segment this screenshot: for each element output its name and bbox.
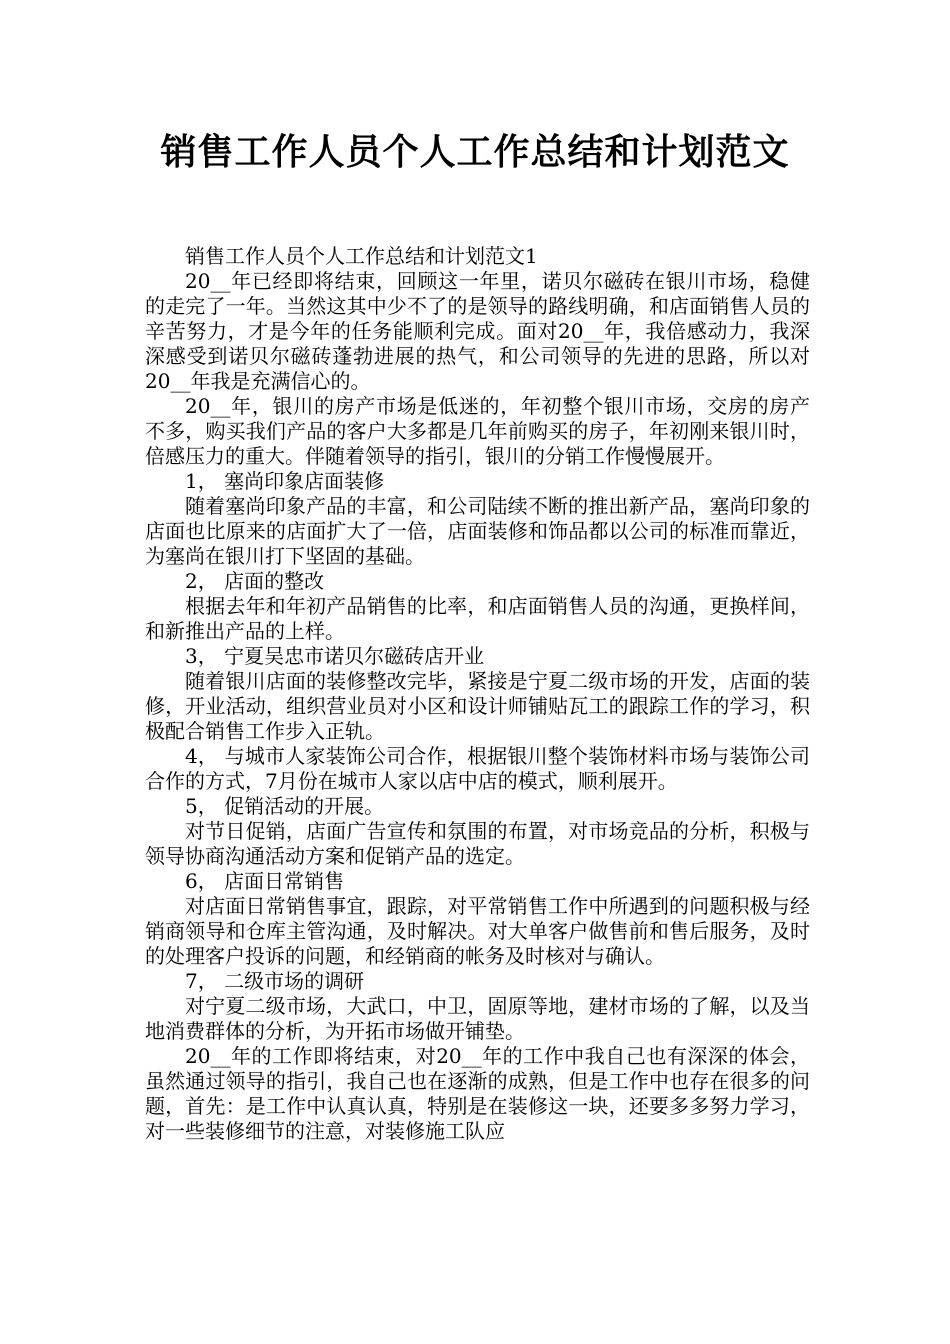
paragraph: 20__年已经即将结束，回顾这一年里，诺贝尔磁砖在银川市场，稳健的走完了一年。当然这其中少不了的是领导的路线明确，和店面销售人员的辛苦努力，才是今年的任务能顺利完成。面对20__年，我倍感动力，我深深感受到诺贝尔磁砖蓬勃进展的热气，和公司领导的先进的思路，所以对20__年我是充满信心的。 xyxy=(145,269,810,393)
paragraph: 随着塞尚印象产品的丰富，和公司陆续不断的推出新产品，塞尚印象的店面也比原来的店面扩大了一倍，店面装修和饰品都以公司的标准而靠近，为塞尚在银川打下坚固的基础。 xyxy=(145,494,810,568)
list-item-heading: 2， 店面的整改 xyxy=(185,569,325,593)
list-item-heading: 3， 宁夏吴忠市诺贝尔磁砖店开业 xyxy=(185,644,485,668)
paragraph: 对节日促销，店面广告宣传和氛围的布置，对市场竞品的分析，积极与领导协商沟通活动方案和促销产品的选定。 xyxy=(145,819,810,868)
section-heading: 销售工作人员个人工作总结和计划范文1 xyxy=(185,244,538,268)
list-item-heading: 1， 塞尚印象店面装修 xyxy=(185,469,385,493)
paragraph: 对宁夏二级市场，大武口，中卫，固原等地，建材市场的了解，以及当地消费群体的分析，为开拓市场做开铺垫。 xyxy=(145,994,810,1043)
paragraph: 根据去年和年初产品销售的比率，和店面销售人员的沟通，更换样间，和新推出产品的上样。 xyxy=(145,594,810,643)
document-title: 销售工作人员个人工作总结和计划范文 xyxy=(160,132,790,173)
list-item-heading: 4， 与城市人家装饰公司合作，根据银川整个装饰材料市场与装饰公司合作的方式，7月份在城市人家以店中店的模式，顺利展开。 xyxy=(145,744,810,793)
document-body xyxy=(145,244,810,1144)
paragraph: 随着银川店面的装修整改完毕，紧接是宁夏二级市场的开发，店面的装修，开业活动，组织营业员对小区和设计师铺贴瓦工的跟踪工作的学习，积极配合销售工作步入正轨。 xyxy=(145,669,810,743)
paragraph: 对店面日常销售事宜，跟踪，对平常销售工作中所遇到的问题积极与经销商领导和仓库主管沟通，及时解决。对大单客户做售前和售后服务，及时的处理客户投诉的问题，和经销商的帐务及时核对与确认。 xyxy=(145,894,810,968)
list-item-heading: 6， 店面日常销售 xyxy=(185,869,345,893)
paragraph: 20__年的工作即将结束，对20__年的工作中我自己也有深深的体会，虽然通过领导的指引，我自己也在逐渐的成熟，但是工作中也存在很多的问题，首先：是工作中认真认真，特别是在装修这一块，还要多多努力学习，对一些装修细节的注意，对装修施工队应 xyxy=(145,1044,810,1143)
list-item-heading: 7， 二级市场的调研 xyxy=(185,969,365,993)
list-item-heading: 5， 促销活动的开展。 xyxy=(185,794,385,818)
paragraph: 20__年，银川的房产市场是低迷的，年初整个银川市场，交房的房产不多，购买我们产品的客户大多都是几年前购买的房子，年初刚来银川时，倍感压力的重大。伴随着领导的指引，银川的分销工作慢慢展开。 xyxy=(145,394,810,468)
